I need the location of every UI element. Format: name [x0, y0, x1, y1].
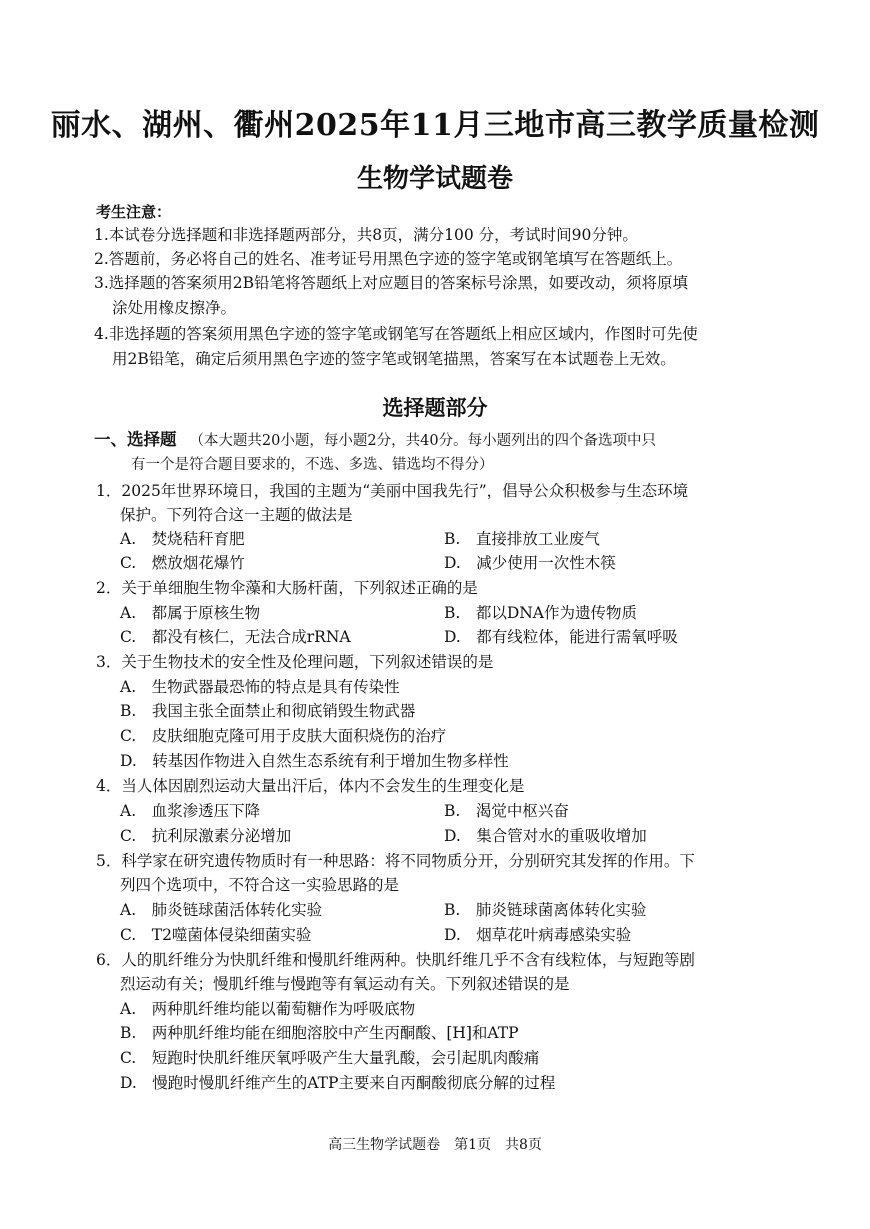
- question-stem: 3．关于生物技术的安全性及伦理问题，下列叙述错误的是: [96, 653, 494, 671]
- option: A. 焚烧秸秆育肥: [120, 530, 245, 548]
- notice-item: 3.选择题的答案须用2B铅笔将答题纸上对应题目的答案标号涂黑，如要改动，须将原填: [94, 274, 689, 292]
- option: B. 两种肌纤维均能在细胞溶胶中产生丙酮酸、[H]和ATP: [120, 1024, 519, 1042]
- notice-item: 涂处用橡皮擦净。: [112, 299, 237, 317]
- option: D. 烟草花叶病毒感染实验: [444, 926, 632, 944]
- part-desc: （本大题共20小题，每小题2分，共40分。每小题列出的四个备选项中只: [189, 433, 657, 449]
- notice-item: 2.答题前，务必将自己的姓名、准考证号用黑色字迹的签字笔或钢笔填写在答题纸上。: [94, 250, 683, 268]
- exam-subtitle: 生物学试题卷: [356, 164, 513, 194]
- option: B. 渴觉中枢兴奋: [444, 802, 569, 820]
- question-stem: 1．2025年世界环境日，我国的主题为“美丽中国我先行”，倡导公众积极参与生态环境: [96, 482, 689, 500]
- question-stem: 列四个选项中，不符合这一实验思路的是: [120, 876, 400, 894]
- notice-item: 1.本试卷分选择题和非选择题两部分，共8页，满分100 分，考试时间90分钟。: [94, 226, 638, 244]
- notice-heading: 考生注意：: [96, 203, 172, 221]
- page-footer: 高三生物学试题卷 第1页 共8页: [328, 1137, 542, 1153]
- option: A. 血浆渗透压下降: [120, 802, 261, 820]
- option: B. 我国主张全面禁止和彻底销毁生物武器: [120, 702, 416, 720]
- question-stem: 保护。下列符合这一主题的做法是: [120, 506, 353, 524]
- option: D. 都有线粒体，能进行需氧呼吸: [444, 628, 678, 646]
- option: C. 都没有核仁，无法合成rRNA: [120, 628, 351, 646]
- notice-item: 用2B铅笔，确定后须用黑色字迹的签字笔或钢笔描黑，答案写在本试题卷上无效。: [112, 350, 676, 368]
- option: C. 燃放烟花爆竹: [120, 554, 245, 572]
- option: D. 集合管对水的重吸收增加: [444, 827, 647, 845]
- option: A. 两种肌纤维均能以葡萄糖作为呼吸底物: [120, 1000, 416, 1018]
- question-stem: 5．科学家在研究遗传物质时有一种思路：将不同物质分开，分别研究其发挥的作用。下: [96, 852, 695, 870]
- part-label: 一、选择题: [94, 430, 177, 449]
- part-desc: 有一个是符合题目要求的，不选、多选、错选均不得分）: [131, 457, 494, 473]
- option: C. T2噬菌体侵染细菌实验: [120, 926, 312, 944]
- option: C. 皮肤细胞克隆可用于皮肤大面积烧伤的治疗: [120, 727, 447, 745]
- option: B. 直接排放工业废气: [444, 530, 600, 548]
- question-stem: 6．人的肌纤维分为快肌纤维和慢肌纤维两种。快肌纤维几乎不含有线粒体，与短跑等剧: [96, 951, 695, 969]
- option: B. 肺炎链球菌离体转化实验: [444, 901, 647, 919]
- option: C. 短跑时快肌纤维厌氧呼吸产生大量乳酸，会引起肌肉酸痛: [120, 1049, 540, 1067]
- option: C. 抗利尿激素分泌增加: [120, 827, 292, 845]
- question-stem: 烈运动有关；慢肌纤维与慢跑等有氧运动有关。下列叙述错误的是: [120, 975, 570, 993]
- exam-title: 丽水、湖州、衢州2025年11月三地市高三教学质量检测: [50, 108, 820, 143]
- notice-item: 4.非选择题的答案须用黑色字迹的签字笔或钢笔写在答题纸上相应区域内，作图时可先使: [94, 325, 698, 343]
- option: D. 减少使用一次性木筷: [444, 554, 616, 572]
- question-stem: 4．当人体因剧烈运动大量出汗后，体内不会发生的生理变化是: [96, 777, 525, 795]
- option: D. 转基因作物进入自然生态系统有利于增加生物多样性: [120, 752, 509, 770]
- option: B. 都以DNA作为遗传物质: [444, 604, 638, 622]
- option: A. 肺炎链球菌活体转化实验: [120, 901, 323, 919]
- option: A. 都属于原核生物: [120, 604, 261, 622]
- section-title: 选择题部分: [382, 395, 488, 420]
- option: A. 生物武器最恐怖的特点是具有传染性: [120, 678, 400, 696]
- question-stem: 2．关于单细胞生物伞藻和大肠杆菌，下列叙述正确的是: [96, 579, 478, 597]
- option: D. 慢跑时慢肌纤维产生的ATP主要来自丙酮酸彻底分解的过程: [120, 1074, 556, 1092]
- part-header: [94, 430, 656, 451]
